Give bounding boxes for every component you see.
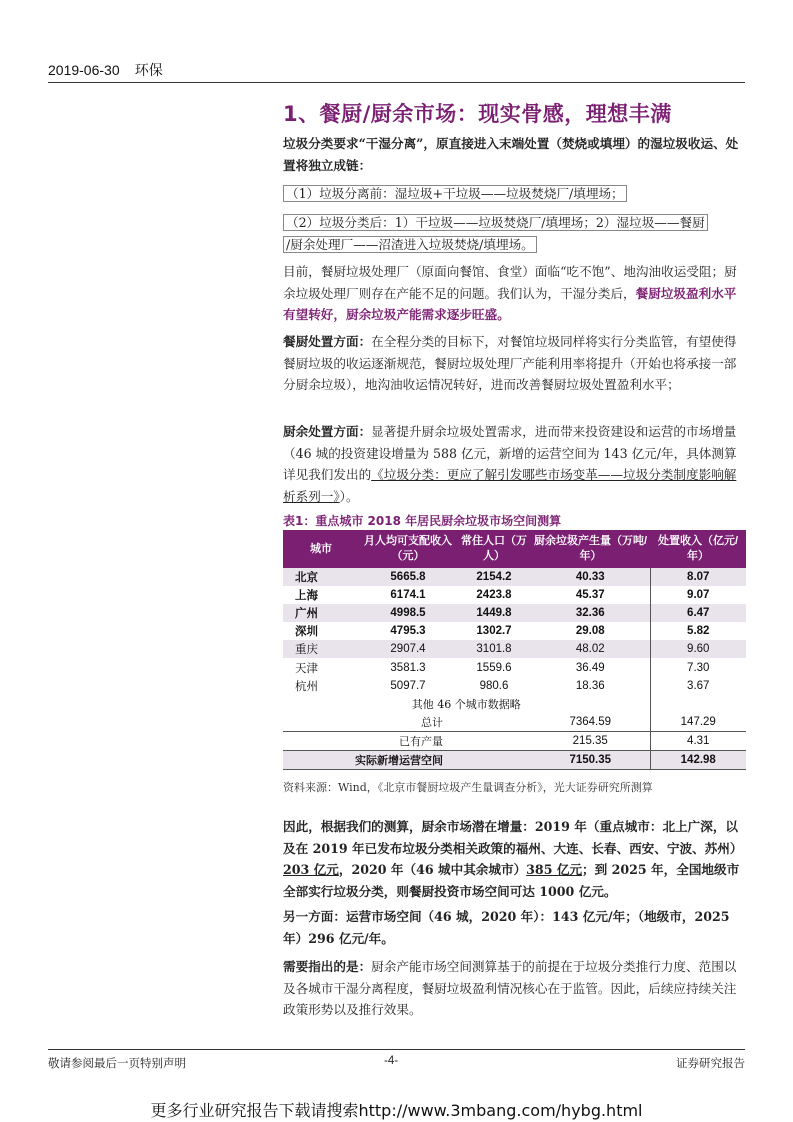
- market-table: [283, 530, 746, 770]
- cell-income: 6174.1: [390, 589, 426, 602]
- cell-existing-revenue: 4.31: [650, 731, 746, 750]
- cell-existing-label: 已有产量: [283, 731, 457, 750]
- current-highlight: 餐厨垃圾盈利水平有望转好，厨余垃圾产能需求逐步旺盛。: [283, 285, 737, 322]
- table-row-existing: [283, 731, 746, 750]
- before-sort-line: [283, 183, 745, 205]
- cell-omitted: 其他 46 个城市数据略: [283, 695, 650, 713]
- household-text-a: 显著提升厨余垃圾处置需求，进而带来投资建设和运营的市场增量（46 城的投资建设增量为 588 亿元，新增的运营空间为 143 亿元/年，具体测算详见我们发出的: [283, 424, 737, 482]
- note-label: 需要指出的是：: [283, 959, 372, 974]
- table-row-net: [283, 750, 746, 769]
- after-sort-box-1: （2）垃圾分类后：1）干垃圾——垃圾焚烧厂/填埋场；2）湿垃圾——餐厨: [283, 214, 708, 231]
- kitchen-paragraph: [283, 331, 745, 396]
- cell-revenue: 5.82: [687, 625, 710, 638]
- report-sector: 环保: [134, 62, 163, 78]
- cell-income: 2907.4: [359, 640, 457, 658]
- cell-net-label: 实际新增运营空间: [283, 750, 457, 769]
- page-footer: [48, 1049, 745, 1070]
- cell-total-label: 总计: [421, 715, 443, 729]
- cell-net-revenue: 142.98: [650, 750, 746, 769]
- cell-revenue: 9.07: [687, 589, 710, 602]
- col-income: 月人均可支配收入（元）: [359, 530, 457, 568]
- table-row: [283, 604, 746, 622]
- cell-total-revenue: 147.29: [680, 715, 716, 728]
- household-paragraph: [283, 421, 745, 507]
- cell-existing-waste: 215.35: [531, 731, 650, 750]
- page-header: [48, 60, 745, 83]
- cell-waste: 18.36: [531, 677, 650, 695]
- col-pop: 常住人口（万人）: [457, 530, 531, 568]
- cell-income: 5097.7: [390, 679, 426, 692]
- household-label: 厨余处置方面：: [283, 424, 372, 439]
- cell-city: 天津: [295, 660, 318, 675]
- report-date: 2019-06-30: [48, 62, 120, 78]
- table-row: [283, 677, 746, 695]
- cell-total-waste: 7364.59: [531, 713, 650, 732]
- section-title: 1、餐厨/厨余市场：现实骨感，理想丰满: [283, 102, 672, 126]
- cell-city: 北京: [283, 568, 359, 586]
- after-sort-box-2: /厨余处理厂——沼渣进入垃圾焚烧/填埋场。: [283, 236, 537, 253]
- cell-pop: 1559.6: [476, 661, 512, 674]
- table-row: [283, 622, 746, 640]
- cell-revenue: 6.47: [650, 604, 746, 622]
- before-sort-box: （1）垃圾分离前：湿垃圾+干垃圾——垃圾焚烧厂/填埋场；: [283, 185, 627, 202]
- footer-report-type: 证券研究报告: [676, 1056, 745, 1070]
- cell-city: 深圳: [295, 624, 318, 639]
- conclusion-paragraph: [283, 816, 745, 902]
- current-text: 目前，餐厨垃圾处理厂（原面向餐馆、食堂）面临“吃不饱”、地沟油收运受阻；厨余垃圾处理厂则存在产能不足的问题。我们认为，干湿分类后，: [283, 264, 737, 301]
- cell-income: 4998.5: [359, 604, 457, 622]
- footer-disclaimer: 敬请参阅最后一页特别声明: [48, 1056, 186, 1070]
- table-caption: 表1：重点城市 2018 年居民厨余垃圾市场空间测算: [283, 514, 562, 528]
- conclusion-c: ；到 2025 年，全国地级市全部实行垃圾分类，则餐厨投资市场空间可达 1000 亿元。: [283, 862, 740, 899]
- cell-pop: 980.6: [479, 679, 509, 692]
- table-row: [283, 568, 746, 586]
- table-row: [283, 658, 746, 676]
- note-paragraph: [283, 956, 745, 1021]
- cell-city: 广州: [283, 604, 359, 622]
- operation-paragraph: 另一方面：运营市场空间（46 城，2020 年）：143 亿元/年；（地级市，2025 年）296 亿元/年。: [283, 909, 730, 946]
- cell-net-waste: 7150.35: [531, 750, 650, 769]
- col-revenue: 处置收入（亿元/年）: [650, 530, 746, 568]
- cell-waste: 40.33: [531, 568, 650, 586]
- cell-revenue: 9.60: [650, 640, 746, 658]
- cell-pop: 1449.8: [457, 604, 531, 622]
- table-source: 资料来源：Wind，《北京市餐厨垃圾产生量调查分析》，光大证券研究所测算: [283, 781, 653, 794]
- cell-pop: 3101.8: [457, 640, 531, 658]
- promo-link[interactable]: 更多行业研究报告下载请搜索http://www.3mbang.com/hybg.html: [150, 1101, 643, 1120]
- cell-income: 3581.3: [390, 661, 426, 674]
- kitchen-text: 在全程分类的目标下，对餐馆垃圾同样将实行分类监管，有望使得餐厨垃圾的收运逐渐规范，餐厨垃圾处理厂产能利用率将提升（开始也将承接一部分厨余垃圾），地沟油收运情况转好，进而改善餐厨垃圾处置盈利水平；: [283, 334, 737, 392]
- cell-income: 4795.3: [390, 625, 426, 638]
- cell-revenue: 7.30: [687, 661, 710, 674]
- current-paragraph: [283, 261, 745, 326]
- table-row-total: [283, 713, 746, 732]
- cell-pop: 1302.7: [476, 625, 512, 638]
- table-row: [283, 586, 746, 604]
- report-link[interactable]: 《垃圾分类：更应了解引发哪些市场变革——垃圾分类制度影响解析系列一》: [283, 467, 737, 504]
- col-waste: 厨余垃圾产生量（万吨/年）: [531, 530, 650, 568]
- cell-waste: 32.36: [531, 604, 650, 622]
- household-text-b: ）。: [339, 488, 359, 504]
- after-sort-line: [283, 212, 745, 255]
- cell-revenue: 8.07: [650, 568, 746, 586]
- cell-waste: 48.02: [531, 640, 650, 658]
- cell-city: 上海: [295, 588, 318, 603]
- cell-pop: 2423.8: [476, 589, 512, 602]
- note-text: 厨余产能市场空间测算基于的前提在于垃圾分类推行力度、范围以及各城市干湿分离程度，餐厨垃圾盈利情况核心在于监管。因此，后续应持续关注政策形势以及推行效果。: [283, 959, 737, 1017]
- table-row-omitted: [283, 695, 746, 713]
- kitchen-label: 餐厨处置方面：: [283, 334, 372, 349]
- cell-income: 5665.8: [359, 568, 457, 586]
- cell-waste: 36.49: [531, 658, 650, 676]
- cell-waste: 29.08: [531, 622, 650, 640]
- conclusion-a: 因此，根据我们的测算，厨余市场潜在增量：2019 年（重点城市：北上广深，以及在 2019 年已发布垃圾分类相关政策的福州、大连、长春、西安、宁波、苏州）: [283, 819, 743, 856]
- conclusion-b: ，2020 年（46 城中其余城市）: [338, 862, 527, 877]
- conclusion-203: 203 亿元: [283, 862, 339, 877]
- cell-city: 重庆: [283, 640, 359, 658]
- conclusion-385: 385 亿元: [526, 862, 583, 877]
- cell-waste: 45.37: [531, 586, 650, 604]
- page-number: -4-: [384, 1055, 399, 1067]
- col-city: 城市: [283, 530, 359, 568]
- intro-paragraph: 垃圾分类要求“干湿分离”，原直接进入末端处置（焚烧或填埋）的湿垃圾收运、处置将独立成链：: [283, 136, 739, 173]
- cell-city: 杭州: [295, 678, 318, 693]
- cell-pop: 2154.2: [457, 568, 531, 586]
- cell-revenue: 3.67: [687, 679, 710, 692]
- table-row: [283, 640, 746, 658]
